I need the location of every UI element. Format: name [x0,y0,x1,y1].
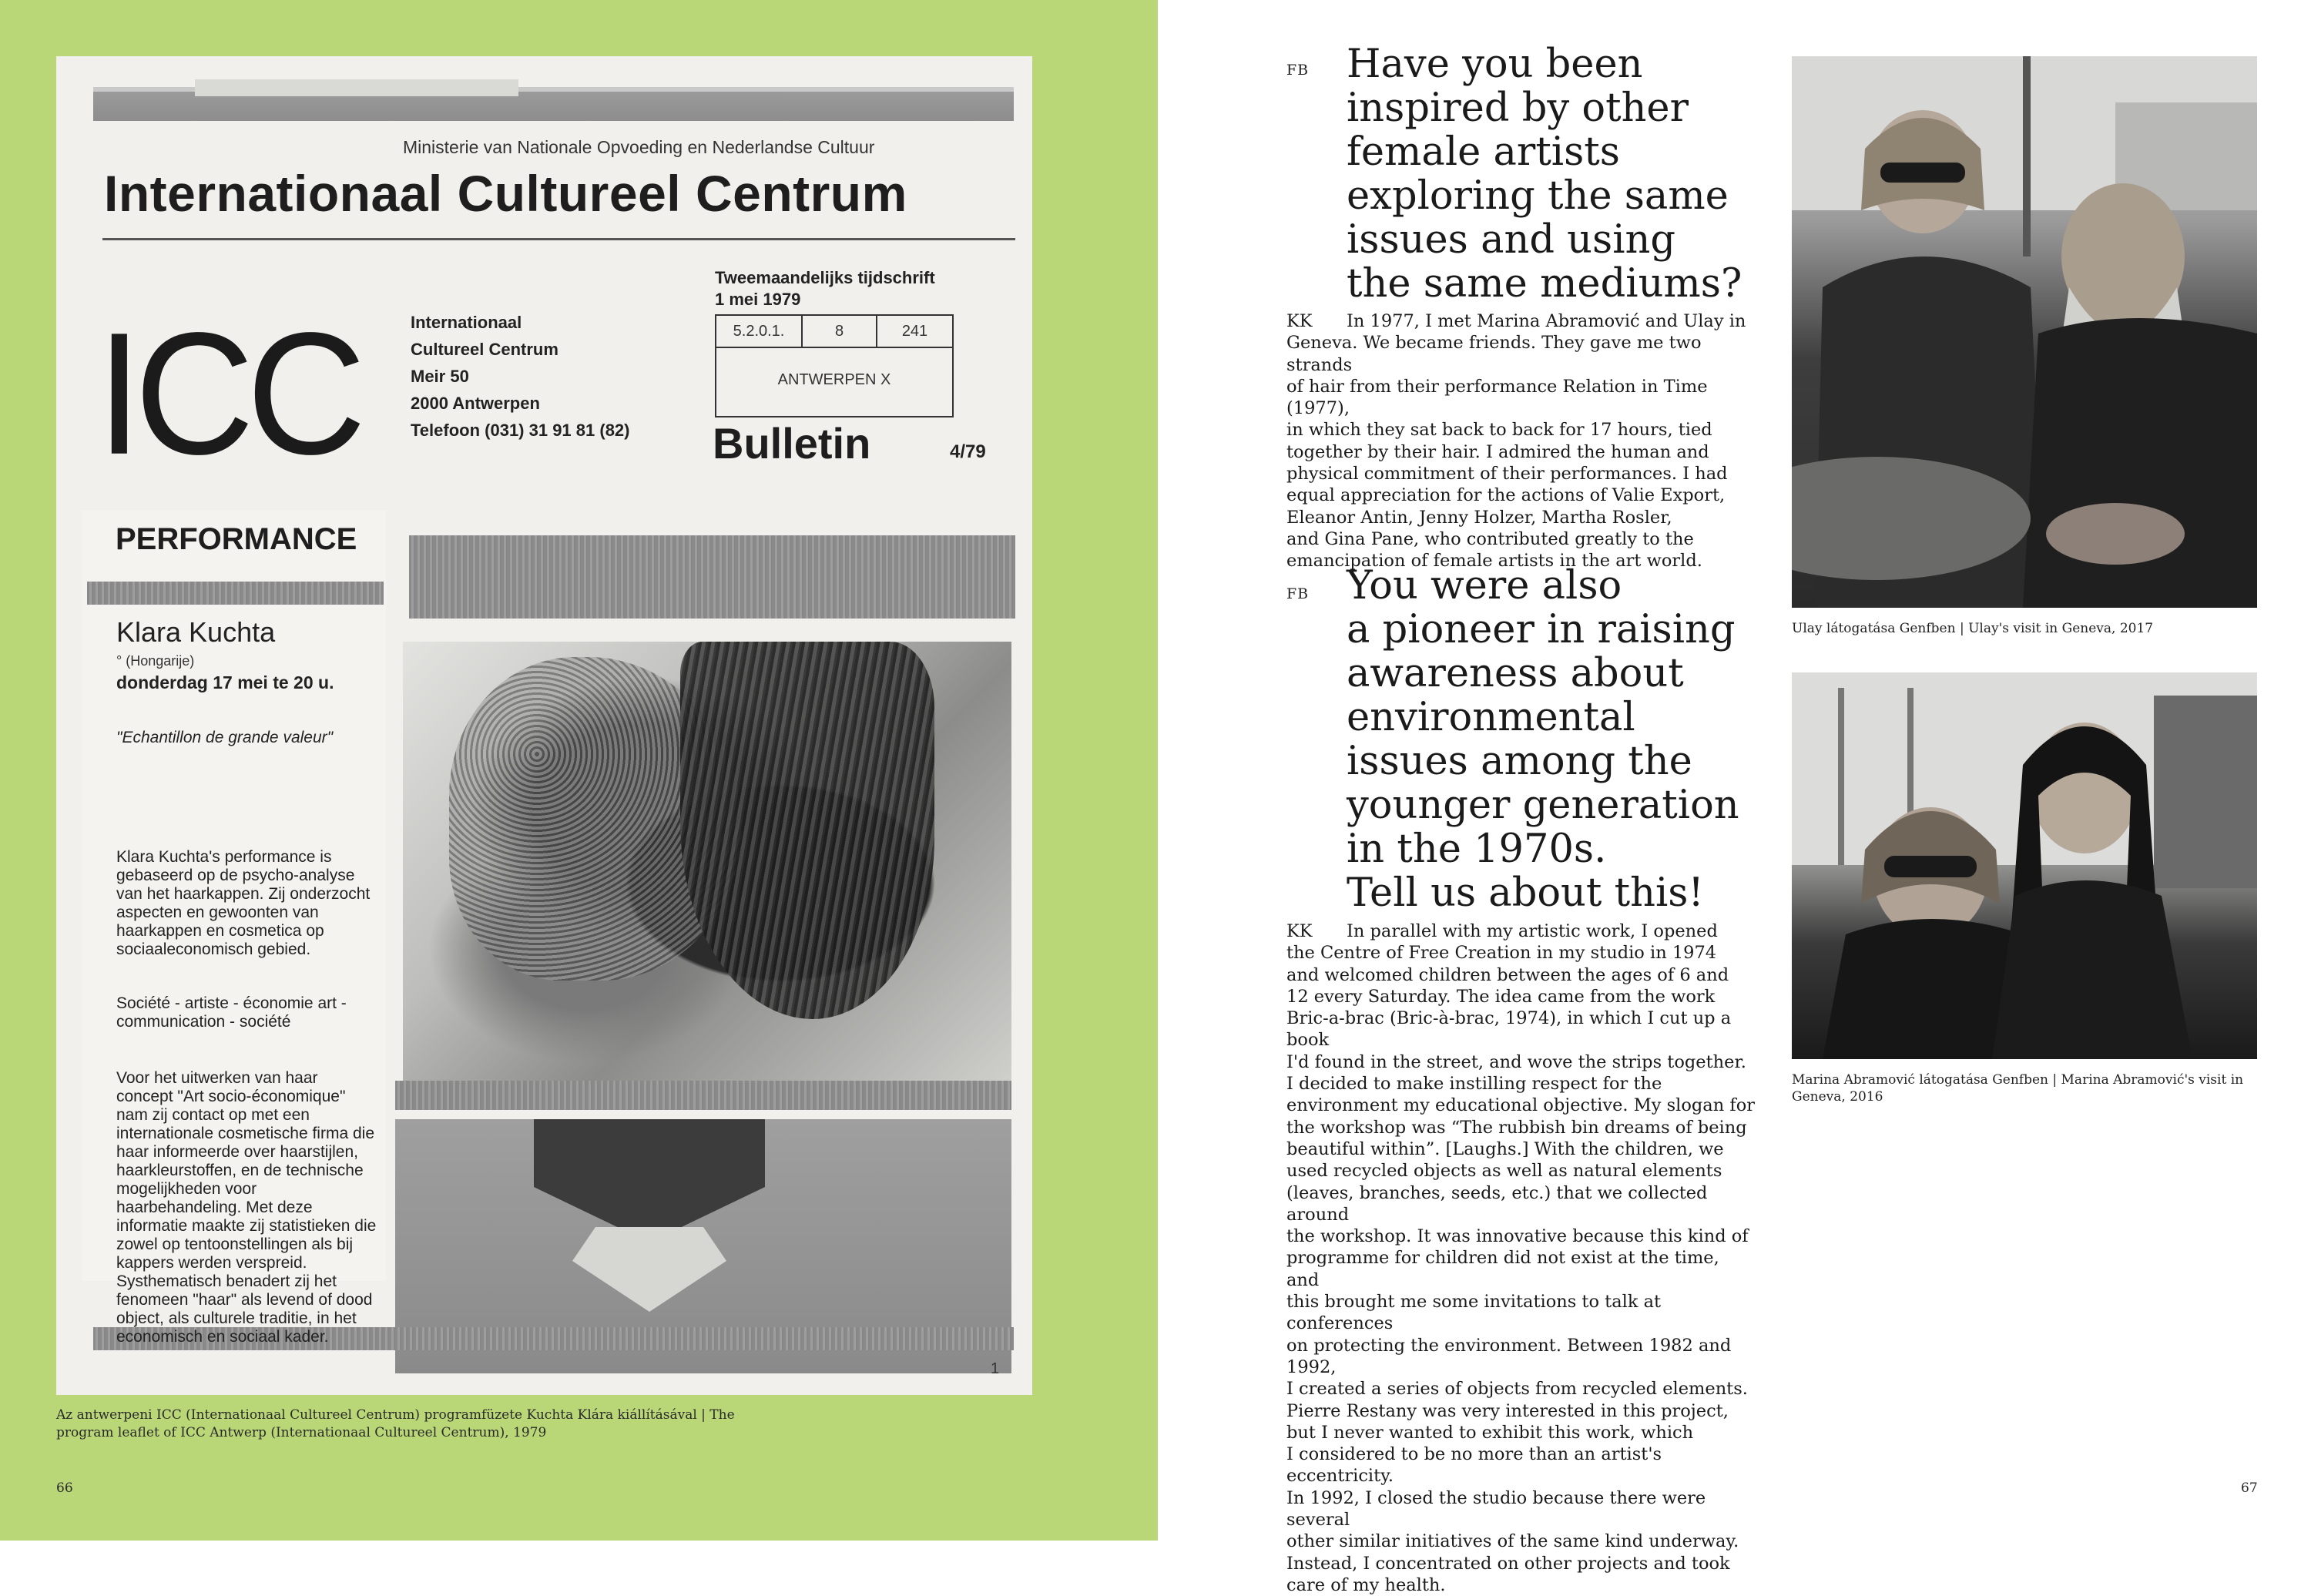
address-line: 2000 Antwerpen [411,394,540,413]
halftone-band [409,535,1015,619]
photo-ulay-illustration [1792,56,2257,608]
answer-line: Pierre Restany was very interested in this project, [1286,1400,1729,1421]
hair-photo [403,642,1011,1081]
answer-line: beautiful within”. [Laughs.] With the children, we [1286,1138,1724,1159]
answer-line: I'd found in the street, and wove the strips together. [1286,1051,1746,1072]
performance-date: donderdag 17 mei te 20 u. [116,672,334,692]
answer-line: together by their hair. I admired the human and [1286,441,1709,462]
answer-line: Instead, I concentrated on other projects and took [1286,1553,1730,1574]
left-page [0,0,1158,1541]
answer-line: (leaves, branches, seeds, etc.) that we collected around [1286,1182,1708,1225]
speaker-label: FB [1286,585,1310,602]
straight-hair [680,642,934,1019]
speaker-label: KK [1286,311,1313,331]
dark-pentagon [534,1119,765,1242]
leaflet-title: Internationaal Cultureel Centrum [104,165,907,222]
answer-line: the Centre of Free Creation in my studio in 1974 [1286,943,1717,964]
performance-paragraph: Voor het uitwerken van haar concept "Art socio-économique" nam zij contact op met een internationale cosmetische firma die haar informeerde over haarstijlen, haarkleurstoffen, en de technische mogelijkheden voor haarbehandeling. Met deze informatie maakte zij statistieken die zowel op tentoonstellingen als bij kappers werden verspreid. Systhematisch benadert zij het fenomeen "haar" als levend of dood object, als culturele traditie, in het economisch en sociaal kader. [116,1069,377,1346]
answer-line: the workshop was “The rubbish bin dreams of being [1286,1117,1747,1138]
photo-caption-marina: Marina Abramović látogatása Genfben | Marina Abramović's visit in Geneva, 2016 [1792,1072,2244,1105]
page-number-right: 67 [2241,1480,2258,1496]
answer-1 [1286,310,1756,572]
answer-line: I decided to make instilling respect for the [1286,1074,1662,1095]
question-line: issues and using [1347,217,1676,263]
answer-line: emancipation of female artists in the art world. [1286,551,1702,572]
tape-highlight [195,79,518,96]
photo-caption-ulay: Ulay látogatása Genfben | Ulay's visit in Geneva, 2017 [1792,621,2154,636]
question-line: Tell us about this! [1347,870,1704,916]
question-line: the same mediums? [1347,261,1742,307]
answer-line: In 1992, I closed the studio because there were several [1286,1487,1706,1531]
answer-line: on protecting the environment. Between 1982 and 1992, [1286,1335,1732,1377]
postage-code: 5.2.0.1. [716,316,803,347]
answer-line: Bric-a-brac (Bric-à-brac, 1974), in which I cut up a book [1286,1008,1732,1051]
question-1 [1347,42,1742,306]
postage-box [715,314,954,417]
postage-city: ANTWERPEN X [777,371,891,388]
question-line: Have you been [1347,42,1643,87]
answer-line: 12 every Saturday. The idea came from the work [1286,986,1716,1007]
performance-paragraph: Société - artiste - économie art - communication - société [116,994,347,1031]
postage-number: 8 [803,316,877,347]
speaker-label: FB [1286,62,1310,79]
answer-line: used recycled objects as well as natural elements [1286,1161,1722,1182]
answer-line: I considered to be no more than an artist's eccentricity. [1286,1444,1662,1487]
address-line: Telefoon (031) 31 91 81 (82) [411,421,630,440]
icc-logo: ICC [96,295,359,491]
performance-heading: PERFORMANCE [116,522,357,556]
answer-line: care of my health. [1286,1574,1446,1595]
answer-line: Eleanor Antin, Jenny Holzer, Martha Rosler, [1286,507,1672,528]
question-2 [1347,564,1739,915]
icc-leaflet-scan [56,56,1032,1395]
title-rule [102,238,1015,240]
question-line: female artists [1347,129,1620,175]
question-line: issues among the [1347,739,1692,784]
photo-marina-visit [1792,672,2257,1059]
answer-line: In 1977, I met Marina Abramović and Ulay in [1347,311,1746,331]
answer-line: Geneva. We became friends. They gave me two strands [1286,333,1702,375]
question-line: in the 1970s. [1347,826,1607,872]
ministry-line: Ministerie van Nationale Opvoeding en Nederlandse Cultuur [403,137,875,157]
answer-line: of hair from their performance Relation in Time (1977), [1286,376,1708,419]
performance-quote: "Echantillon de grande valeur" [116,729,334,746]
address-line: Meir 50 [411,367,469,386]
answer-line: and welcomed children between the ages of 6 and [1286,964,1729,985]
answer-line: but I never wanted to exhibit this work, which [1286,1422,1694,1443]
answer-line: I created a series of objects from recycled elements. [1286,1379,1748,1400]
performance-band [87,582,384,605]
answer-line: programme for children did not exist at the time, and [1286,1248,1719,1290]
photo-ulay-visit [1792,56,2257,608]
answer-line: environment my educational objective. My slogan for [1286,1095,1755,1116]
answer-line: the workshop. It was innovative because this kind of [1286,1226,1749,1247]
answer-line: equal appreciation for the actions of Valie Export, [1286,485,1726,506]
issue-number: 4/79 [950,441,986,462]
address-line: Internationaal [411,313,522,332]
performance-paragraph: Klara Kuchta's performance is gebaseerd op de psycho-analyse van het haarkappen. Zij onderzocht aspecten en gewoonten van haarkappen en cosmetica op sociaaleconomisch gebied. [116,848,371,958]
periodical-type: Tweemaandelijks tijdschrift [715,268,935,287]
leaflet-page-number: 1 [991,1360,1000,1377]
question-line: environmental [1347,695,1635,740]
artist-origin: ° (Hongarije) [116,653,195,669]
answer-line: In parallel with my artistic work, I opened [1347,921,1718,941]
artist-name: Klara Kuchta [116,616,276,648]
periodical-info [715,267,935,310]
answer-line: other similar initiatives of the same kind underway. [1286,1531,1739,1552]
answer-line: in which they sat back to back for 17 hours, tied [1286,420,1712,441]
question-line: You were also [1347,563,1622,609]
leaflet-caption: Az antwerpeni ICC (Internationaal Cultureel Centrum) programfüzete Kuchta Klára kiállításával | The program leaflet of ICC Antwerp (Internationaal Cultureel Centrum), 1979 [56,1407,735,1440]
question-line: a pioneer in raising [1347,607,1736,652]
answer-line: this brought me some invitations to talk at conferences [1286,1292,1662,1334]
answer-line: physical commitment of their performances. I had [1286,464,1728,484]
question-line: younger generation [1347,783,1739,828]
photo-marina-illustration [1792,672,2257,1059]
bulletin-heading: Bulletin [713,419,871,468]
page-number-left: 66 [56,1480,73,1496]
speaker-label: KK [1286,921,1313,941]
question-line: awareness about [1347,651,1684,696]
light-pentagon [572,1227,726,1312]
question-line: inspired by other [1347,86,1689,131]
answer-line: and Gina Pane, who contributed greatly to the [1286,528,1694,549]
question-line: exploring the same [1347,173,1729,219]
periodical-date: 1 mei 1979 [715,290,801,309]
halftone-band [395,1081,1011,1110]
address-line: Cultureel Centrum [411,340,558,359]
answer-2 [1286,920,1756,1596]
postage-office: 241 [901,322,928,340]
